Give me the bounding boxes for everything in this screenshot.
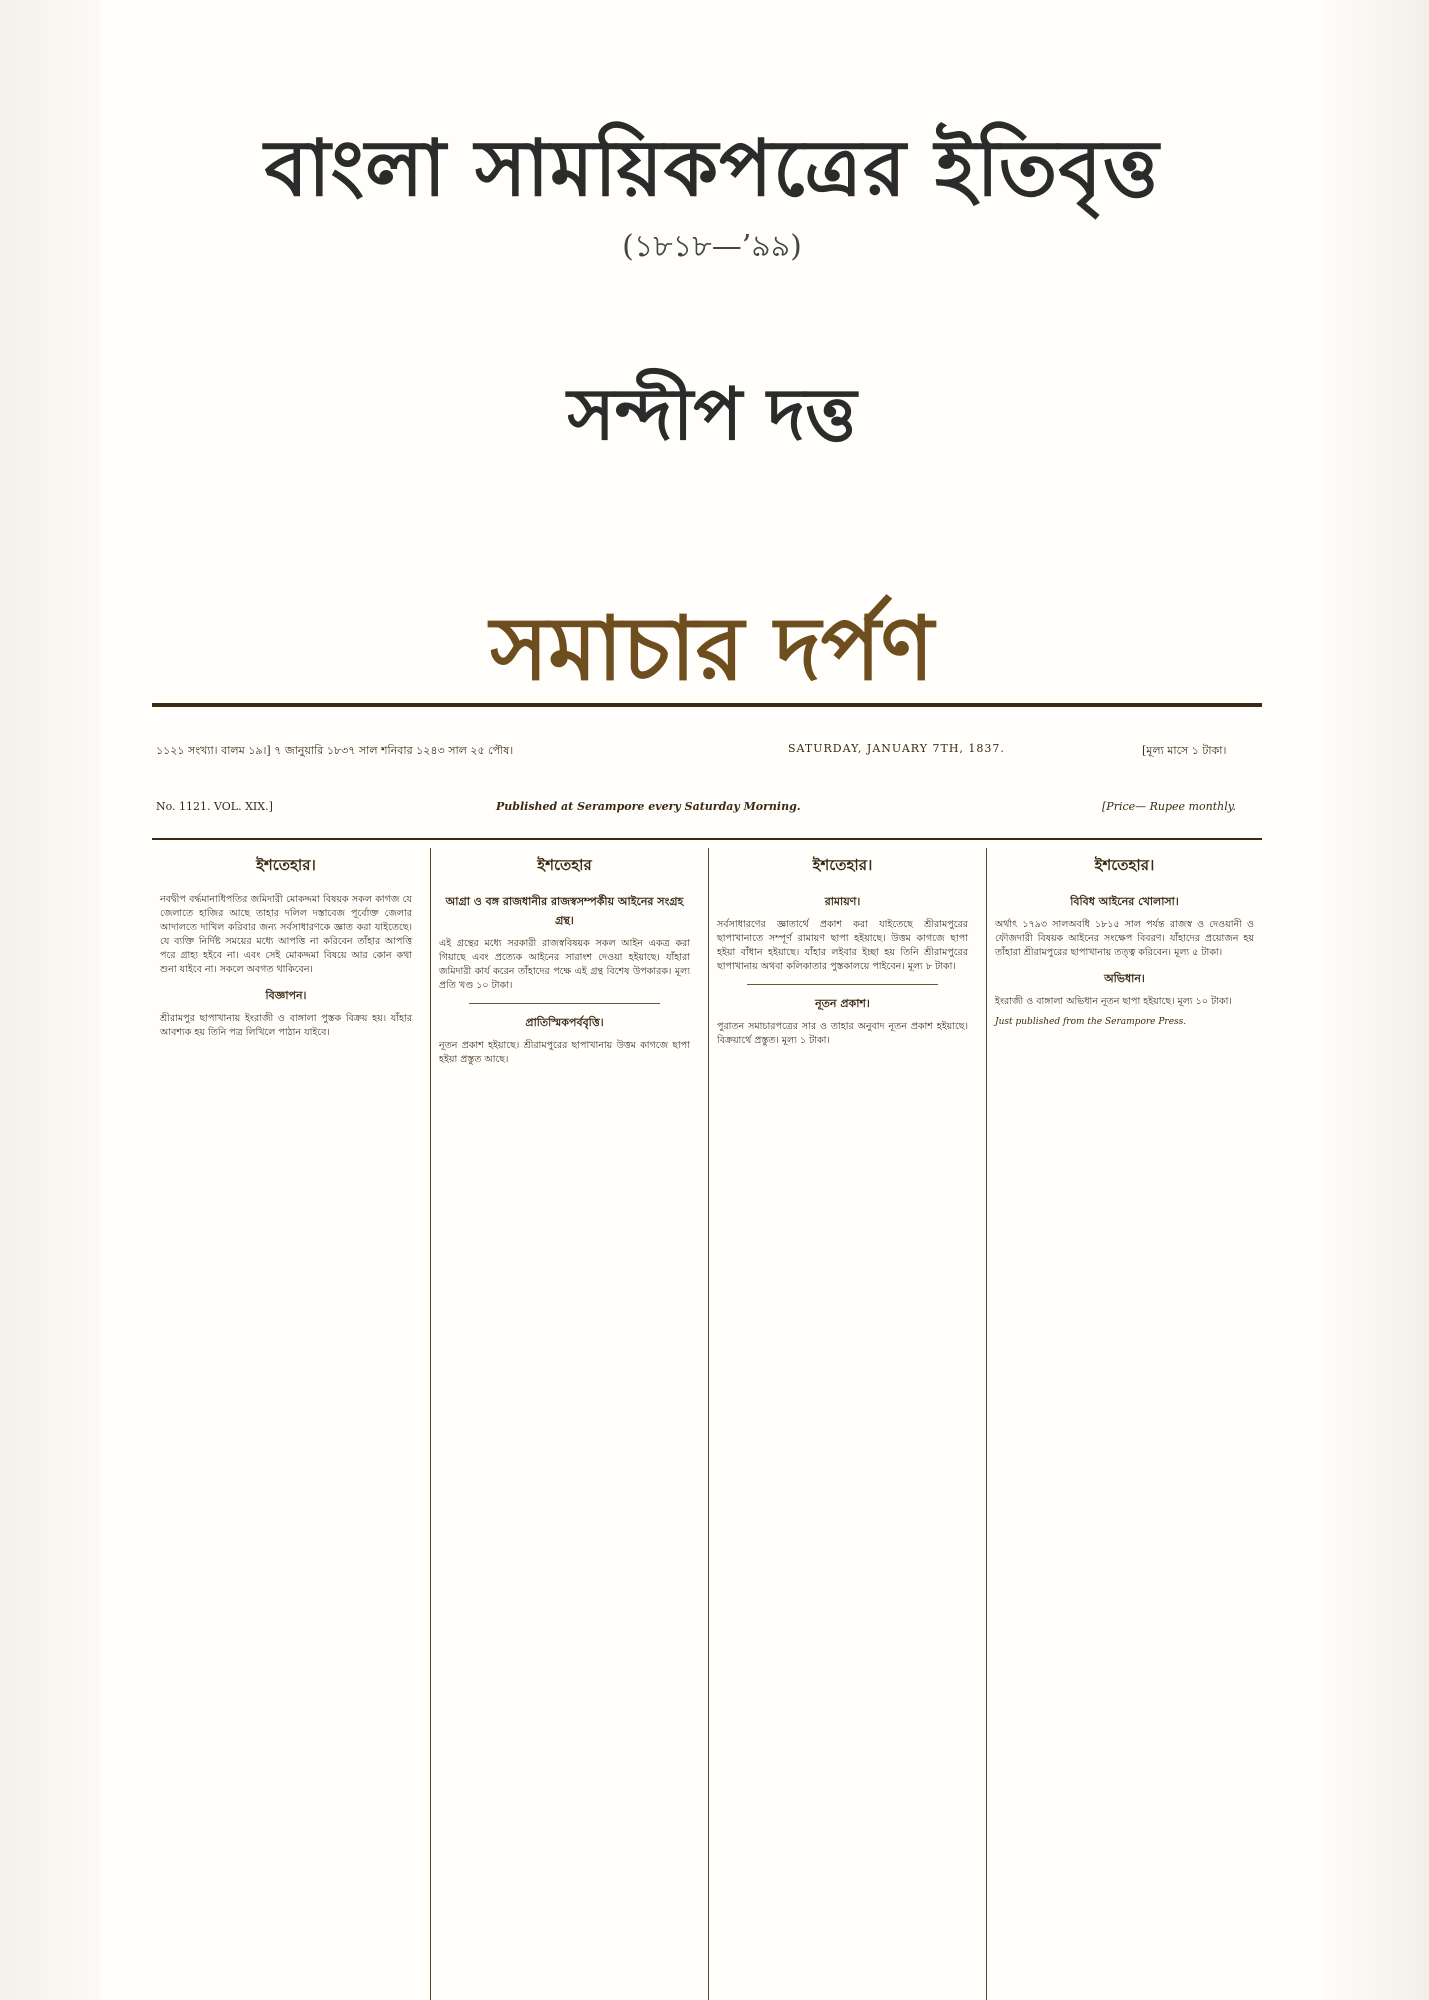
column-subheading: বিজ্ঞাপন। xyxy=(265,989,307,1002)
newspaper-masthead: সমাচার দর্পণ xyxy=(490,596,934,700)
column-heading: ইশতেহার। xyxy=(1094,856,1155,874)
column-divider xyxy=(469,1003,660,1004)
column-heading: ইশতেহার xyxy=(537,856,592,874)
book-cover xyxy=(100,0,1324,2000)
newspaper-column xyxy=(430,848,698,2000)
columns-rule xyxy=(152,838,1262,840)
newspaper-imprint xyxy=(156,800,1266,822)
column-heading: ইশতেহার। xyxy=(812,856,873,874)
price-english: [Price— Rupee monthly. xyxy=(1102,800,1236,813)
column-text: ইংরাজী ও বাঙ্গালা অভিধান নূতন ছাপা হইয়াছে। মূল্য ১০ টাকা। xyxy=(995,996,1232,1007)
newspaper-column xyxy=(986,848,1262,2000)
publisher-line: Published at Serampore every Saturday Morning. xyxy=(496,800,801,813)
column-subheading: আগ্রা ও বঙ্গ রাজধানীর রাজস্বসম্পর্কীয় আইনের সংগ্রহ গ্রন্থ। xyxy=(445,895,684,927)
dateline-english: SATURDAY, JANUARY 7TH, 1837. xyxy=(788,742,1005,755)
dateline-bengali: ১১২১ সংখ্যা। বালম ১৯।] ৭ জানুয়ারি ১৮৩৭ সাল শনিবার ১২৪৩ সাল ২৫ পৌষ। xyxy=(156,744,514,757)
book-title: বাংলা সাময়িকপত্রের ইতিবৃত্ত xyxy=(264,123,1160,214)
page-edge-right xyxy=(1324,0,1429,2000)
column-heading: ইশতেহার। xyxy=(256,856,316,874)
column-divider xyxy=(747,984,938,985)
book-author: সন্দীপ দত্ত xyxy=(567,371,857,456)
masthead-rule xyxy=(152,703,1262,707)
column-text: সর্বসাধারণের জ্ঞাতার্থে প্রকাশ করা যাইতেছে শ্রীরামপুরের ছাপাখানাতে সম্পূর্ণ রামায়ণ ছাপা হইয়াছে। উত্তম কাগজে ছাপা হইয়া বাঁধান হইয়াছে। যাঁহার লইবার ইচ্ছা হয় তিনি শ্রীরামপুরের ছাপাখানায় অথবা কলিকাতার পুস্তকালয়ে পাইবেন। মূল্য ৮ টাকা। xyxy=(717,919,968,972)
newspaper-column xyxy=(152,848,420,2000)
column-text: নূতন প্রকাশ হইয়াছে। শ্রীরামপুরের ছাপাখানায় উত্তম কাগজে ছাপা হইয়া প্রস্তুত আছে। xyxy=(439,1040,690,1065)
column-subheading: নূতন প্রকাশ। xyxy=(815,997,870,1010)
column-text: শ্রীরামপুর ছাপাখানায় ইংরাজী ও বাঙ্গালা পুস্তক বিক্রয় হয়। যাঁহার আবশ্যক হয় তিনি পত্র লিখিলে পাঠান যাইবে। xyxy=(160,1013,412,1038)
issue-number: No. 1121. VOL. XIX.] xyxy=(156,800,273,813)
book-years: (১৮১৮—’৯৯) xyxy=(622,229,802,264)
newspaper-columns xyxy=(152,848,1262,2000)
price-bengali: [মূল্য মাসে ১ টাকা। xyxy=(1142,744,1227,757)
column-footer: Just published from the Serampore Press. xyxy=(995,1017,1187,1027)
column-subheading: রামায়ণ। xyxy=(824,895,861,908)
column-text: পুরাতন সমাচারপত্রের সার ও তাহার অনুবাদ নূতন প্রকাশ হইয়াছে। বিক্রয়ার্থে প্রস্তুত। মূল্য ১ টাকা। xyxy=(717,1021,968,1046)
column-subheading: প্রাতিস্মিকপর্ববৃত্তি। xyxy=(525,1016,604,1029)
newspaper-column xyxy=(708,848,976,2000)
column-subheading: অভিধান। xyxy=(1104,972,1145,985)
column-subheading: বিবিধ আইনের খোলাসা। xyxy=(1070,895,1179,908)
column-text: এই গ্রন্থের মধ্যে সরকারী রাজস্ববিষয়ক সকল আইন একত্র করা গিয়াছে এবং প্রত্যেক আইনের সারাংশ দেওয়া হইয়াছে। যাঁহারা জমিদারী কার্য করেন তাঁহাদের পক্ষে এই গ্রন্থ বিশেষ উপকারক। মূল্য প্রতি খণ্ড ১০ টাকা। xyxy=(439,938,690,991)
column-text: অর্থাৎ ১৭৯৩ সালঅবধি ১৮১৫ সাল পর্যন্ত রাজস্ব ও দেওয়ানী ও ফৌজদারী বিষয়ক আইনের সংক্ষেপ বিবরণ। যাঁহাদের প্রয়োজন হয় তাঁহারা শ্রীরামপুরের ছাপাখানায় তত্ত্ব করিবেন। মূল্য ৫ টাকা। xyxy=(995,919,1254,958)
page-edge-left xyxy=(0,0,100,2000)
column-text: নবদ্বীপ বর্দ্ধমানাধিপতির জমিদারী মোকদ্দমা বিষয়ক সকল কাগজ যে জেলাতে হাজির আছে তাহার দলিল দস্তাবেজ পূর্বোক্ত জেলার আদালতে দাখিল করিবার জন্য সর্বসাধারণকে জ্ঞাত করা যাইতেছে। যে ব্যক্তি নির্দিষ্ট সময়ের মধ্যে আপত্তি না করিবেন তাঁহার আপত্তি পরে গ্রাহ্য হইবে না। এবং সেই মোকদ্দমা বিষয়ে আর কোন কথা শুনা যাইবে না। সকলে অবগত থাকিবেন। xyxy=(160,894,412,975)
